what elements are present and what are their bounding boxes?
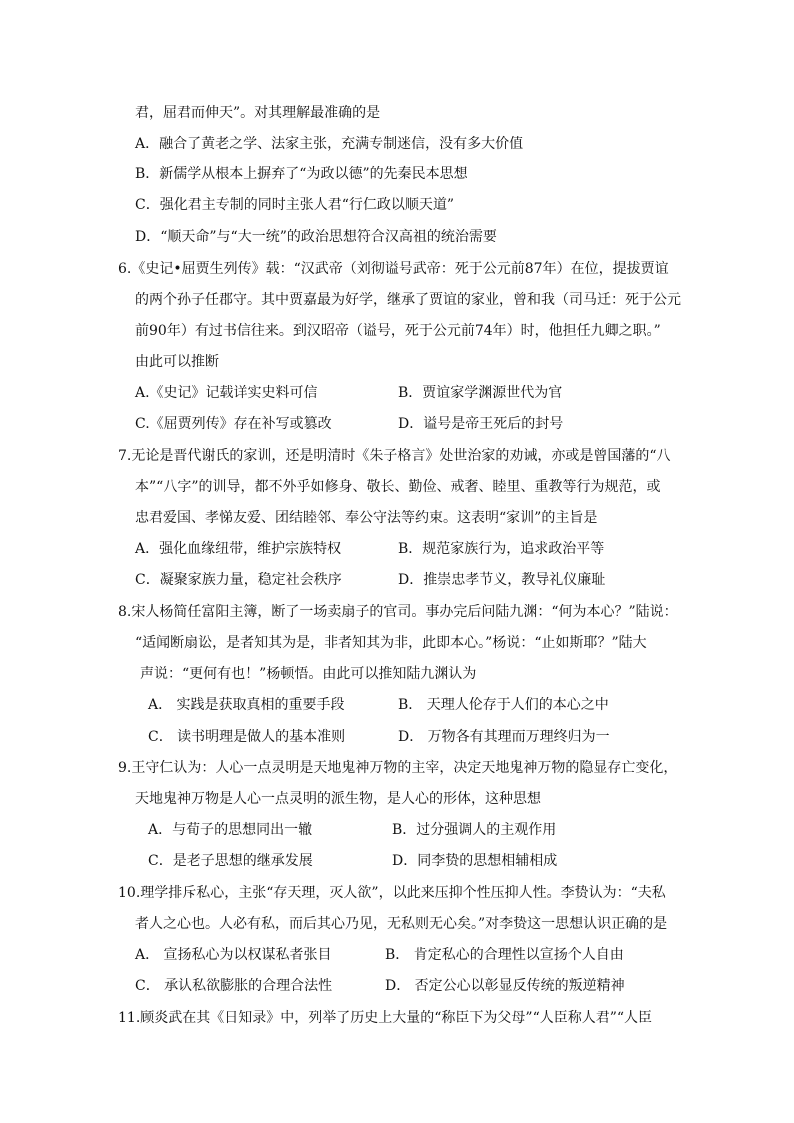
q8-option-b: B． 天理人伦存于人们的本心之中 [398, 697, 609, 713]
q10-stem-line-1: 10.理学排斥私心，主张“存天理，灭人欲”，以此来压抑个性压抑人性。李贽认为：“夫私 [118, 885, 666, 901]
q6-option-a: A.《史记》记载详实史料可信 [135, 385, 318, 401]
q10-option-c: C． 承认私欲膨胀的合理合法性 [135, 978, 333, 994]
q11-stem-line-1: 11.顾炎武在其《日知录》中，列举了历史上大量的“称臣下为父母”“人臣称人君”“人臣 [118, 1010, 653, 1026]
q6-option-d: D．谥号是帝王死后的封号 [398, 416, 564, 432]
q8-option-d: D． 万物各有其理而万理终归为一 [398, 729, 610, 745]
q9-option-c: C．是老子思想的继承发展 [148, 853, 313, 869]
q9-option-b: B．过分强调人的主观作用 [392, 822, 557, 838]
q6-stem-line-2: 的两个孙子任郡守。其中贾嘉最为好学，继承了贾谊的家业，曾和我（司马迁：死于公元 [135, 292, 681, 308]
q5-option-a: A．融合了黄老之学、法家主张，充满专制迷信，没有多大价值 [135, 136, 524, 152]
q5-option-c: C．强化君主专制的同时主张人君“行仁政以顺天道” [135, 197, 455, 213]
q8-option-a: A． 实践是获取真相的重要手段 [148, 697, 345, 713]
q9-stem-line-2: 天地鬼神万物是人心一点灵明的派生物，是人心的形体，这种思想 [135, 791, 541, 807]
q7-option-b: B．规范家族行为，追求政治平等 [398, 541, 605, 557]
q6-option-b: B．贾谊家学渊源世代为官 [398, 385, 563, 401]
q10-option-d: D． 否定公心以彰显反传统的叛逆精神 [385, 978, 625, 994]
q5-option-b: B．新儒学从根本上摒弃了“为政以德”的先秦民本思想 [135, 166, 468, 182]
q7-stem-line-3: 忠君爱国、孝悌友爱、团结睦邻、奉公守法等约束。这表明“家训”的主旨是 [135, 510, 598, 526]
q5-option-d: D．“顺天命”与“大一统”的政治思想符合汉高祖的统治需要 [135, 229, 497, 245]
q10-option-a: A． 宣扬私心为以权谋私者张目 [135, 947, 332, 963]
q10-option-b: B． 肯定私心的合理性以宣扬个人自由 [385, 947, 624, 963]
q8-stem-line-1: 8.宋人杨简任富阳主簿，断了一场卖扇子的官司。事办完后问陆九渊：“何为本心？”陆说： [118, 604, 678, 620]
q5-stem-tail: 君，屈君而伸天”。对其理解最准确的是 [135, 105, 381, 121]
q9-option-a: A．与荀子的思想同出一辙 [148, 822, 313, 838]
q8-option-c: C． 读书明理是做人的基本准则 [148, 729, 346, 745]
q6-stem-line-3: 前90年）有过书信往来。到汉昭帝（谥号，死于公元前74年）时，他担任九卿之职。” [135, 323, 661, 339]
q6-stem-line-4: 由此可以推断 [135, 354, 219, 370]
q10-stem-line-2: 者人之心也。人必有私，而后其心乃见，无私则无心矣。”对李贽这一思想认识正确的是 [135, 916, 668, 932]
q7-stem-line-2: 本”“八字”的训导，都不外乎如修身、敬长、勤俭、戒奢、睦里、重教等行为规范，或 [135, 479, 661, 495]
q7-option-d: D．推崇忠孝节义，教导礼仪廉耻 [398, 572, 606, 588]
q7-stem-line-1: 7.无论是晋代谢氏的家训，还是明清时《朱子格言》处世治家的劝诫，亦或是曾国藩的“八 [118, 448, 671, 464]
q8-stem-line-3: 声说：“更何有也！”杨顿悟。由此可以推知陆九渊认为 [140, 666, 477, 682]
q9-option-d: D．同李贽的思想相辅相成 [392, 853, 558, 869]
q6-stem-line-1: 6.《史记•屈贾生列传》载：“汉武帝（刘彻谥号武帝：死于公元前87年）在位，提拔贾谊 [118, 261, 669, 277]
q8-stem-line-2: “适闻断扇讼，是者知其为是，非者知其为非，此即本心。”杨说：“止如斯耶？”陆大 [135, 635, 647, 651]
q6-option-c: C.《屈贾列传》存在补写或篡改 [135, 416, 332, 432]
q7-option-a: A．强化血缘纽带，维护宗族特权 [135, 541, 342, 557]
q7-option-c: C．凝聚家族力量，稳定社会秩序 [135, 572, 342, 588]
q9-stem-line-1: 9.王守仁认为：人心一点灵明是天地鬼神万物的主宰，决定天地鬼神万物的隐显存亡变化， [118, 760, 678, 776]
